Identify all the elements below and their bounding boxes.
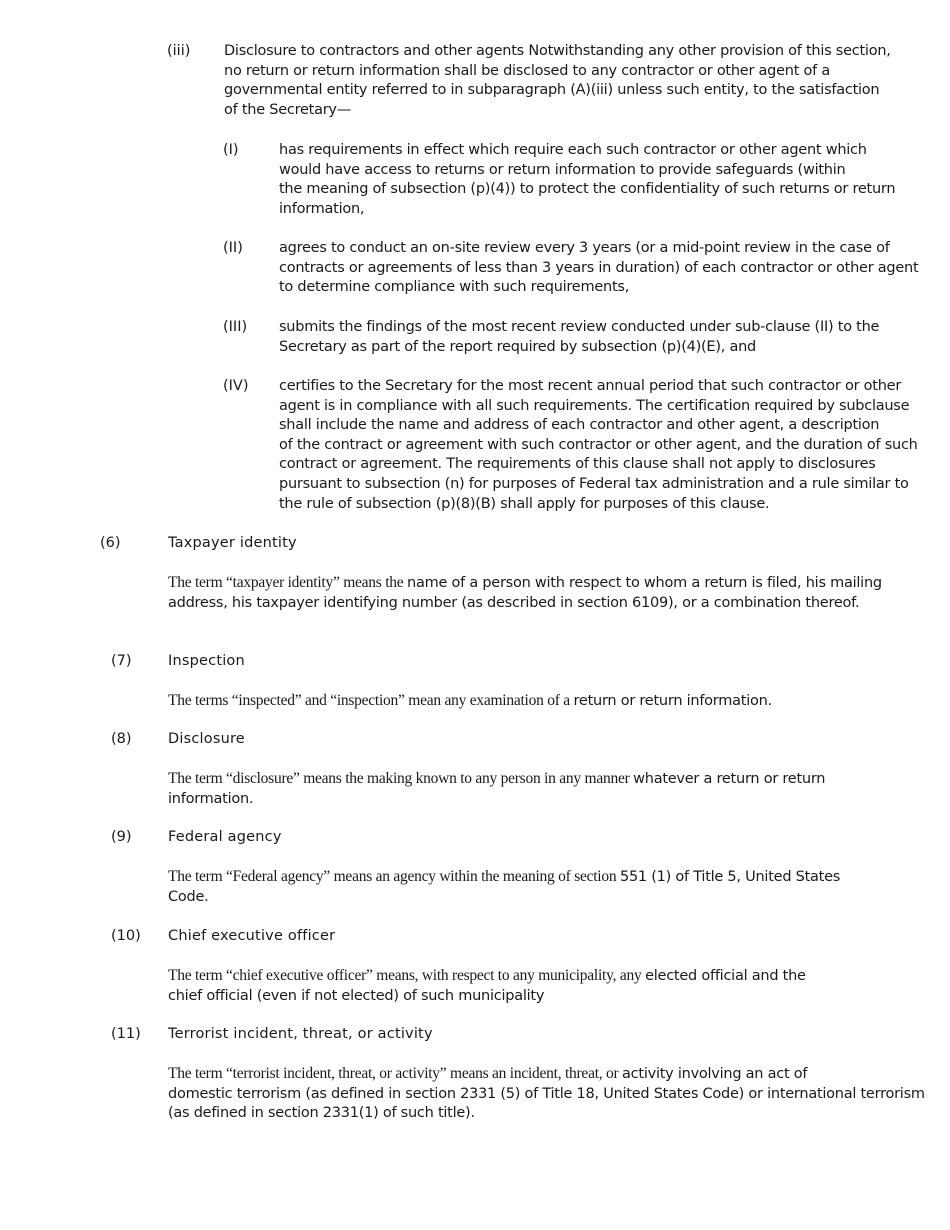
- definition-9-lead: The term “Federal agency” means an agency within the meaning of section: [168, 868, 620, 885]
- definition-7-rest: return or return information.: [573, 693, 772, 709]
- definition-10-rest: elected official and the chief official (even if not elected) of such municipality: [168, 968, 806, 1004]
- definition-6-number: (6): [100, 535, 121, 551]
- definition-9-rest: 551 (1) of Title 5, United States Code.: [168, 869, 841, 905]
- definition-7-heading: Inspection: [168, 653, 245, 669]
- definition-11-heading: Terrorist incident, threat, or activity: [168, 1026, 433, 1042]
- definition-8-number: (8): [111, 731, 132, 747]
- definition-8-lead: The term “disclosure” means the making known to any person in any manner: [168, 770, 634, 787]
- definition-11-number: (11): [111, 1026, 141, 1042]
- clause-iii-text: Disclosure to contractors and other agents Notwithstanding any other provision of this section, no return or return information shall be disclosed to any contractor or other agent of a governmental entity referred to in subparagraph (A)(iii) unless such entity, to the satisfaction of the Secretary—: [224, 43, 891, 118]
- definition-6-body: [168, 573, 928, 613]
- definition-8-rest: whatever a return or return information.: [168, 771, 826, 807]
- definition-9-body: [168, 867, 928, 907]
- definition-10-body: [168, 966, 928, 1006]
- clause-iii-label: (iii): [167, 43, 191, 59]
- subclause-iii-label: (III): [223, 319, 248, 335]
- definition-11-lead: The term “terrorist incident, threat, or activity” means an incident, threat, or: [168, 1065, 623, 1082]
- definition-9-heading: Federal agency: [168, 829, 282, 845]
- subclause-i-label: (I): [223, 142, 239, 158]
- definition-6-heading: Taxpayer identity: [168, 535, 297, 551]
- subclause-i-text: has requirements in effect which require each such contractor or other agent which would have access to returns or return information to provide safeguards (within the meaning of subsection (p)(4)) to protect the confidentiality of such returns or return information,: [279, 142, 896, 217]
- definition-7-number: (7): [111, 653, 132, 669]
- definition-7-lead: The terms “inspected” and “inspection” mean any examination of a: [168, 692, 574, 709]
- definition-10-number: (10): [111, 928, 141, 944]
- definition-9-number: (9): [111, 829, 132, 845]
- subclause-ii-label: (II): [223, 240, 243, 256]
- definition-8-heading: Disclosure: [168, 731, 245, 747]
- definition-11-rest: activity involving an act of domestic terrorism (as defined in section 2331 (5) of Title 18, United States Code) or international terrorism (as defined in section 2331(1) of such title).: [168, 1066, 925, 1122]
- definition-11-body: [168, 1064, 938, 1124]
- subclause-ii-text: agrees to conduct an on-site review every 3 years (or a mid-point review in the case of contracts or agreements of less than 3 years in duration) of each contractor or other agent to determine compliance with such requirements,: [279, 240, 919, 296]
- definition-6-lead: The term “taxpayer identity” means the: [168, 574, 408, 591]
- definition-10-lead: The term “chief executive officer” means, with respect to any municipality, any: [168, 967, 646, 984]
- definition-10-heading: Chief executive officer: [168, 928, 336, 944]
- subclause-iii-text: submits the findings of the most recent review conducted under sub-clause (II) to the Secretary as part of the report required by subsection (p)(4)(E), and: [279, 319, 880, 355]
- definition-7-body: [168, 691, 928, 712]
- definition-6-rest: name of a person with respect to whom a return is filed, his mailing address, his taxpayer identifying number (as described in section 6109), or a combination thereof.: [168, 575, 882, 611]
- subclause-iv-label: (IV): [223, 378, 249, 394]
- definition-8-body: [168, 769, 928, 809]
- subclause-iv-text: certifies to the Secretary for the most recent annual period that such contractor or other agent is in compliance with all such requirements. The certification required by subclause shall include the name and address of each contractor and other agent, a description of the contract or agreement with such contractor or other agent, and the duration of such contract or agreement. The requirements of this clause shall not apply to disclosures pursuant to subsection (n) for purposes of Federal tax administration and a rule similar to the rule of subsection (p)(8)(B) shall apply for purposes of this clause.: [279, 378, 918, 512]
